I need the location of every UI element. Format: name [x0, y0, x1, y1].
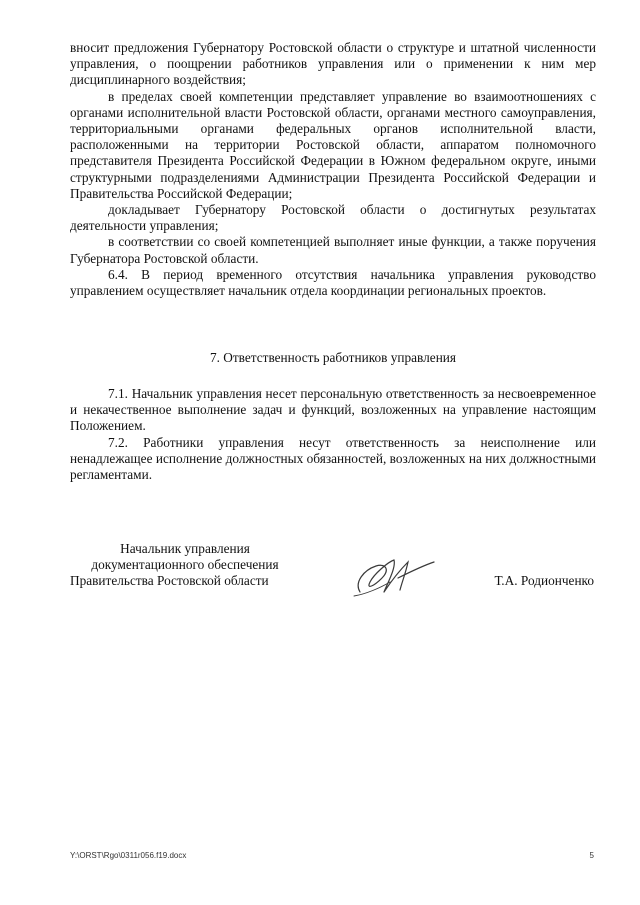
paragraph: в соответствии со своей компетенцией выполняет иные функции, а также поручения Губернатора Ростовской области.	[70, 234, 596, 266]
page-number: 5	[589, 851, 594, 860]
body-text-bottom	[70, 386, 596, 483]
paragraph: докладывает Губернатору Ростовской области о достигнутых результатах деятельности управления;	[70, 202, 596, 234]
paragraph: 6.4. В период временного отсутствия начальника управления руководство управлением осуществляет начальник отдела координации региональных проектов.	[70, 266, 596, 299]
paragraph: вносит предложения Губернатору Ростовской области о структуре и штатной численности управления, о поощрении работников управления или о применении к ним мер дисциплинарного воздействия;	[70, 40, 596, 88]
signatory-name: Т.А. Родионченко	[494, 573, 594, 588]
paragraph: 7.2. Работники управления несут ответственность за неисполнение или ненадлежащее исполнение должностных обязанностей, возложенных на них должностными регламентами.	[70, 434, 596, 483]
position-line: Начальник управления	[120, 541, 250, 556]
handwritten-signature	[330, 552, 440, 602]
position-line: Правительства Ростовской области	[70, 573, 269, 589]
footer-file-path: Y:\ORST\Rgo\0311r056.f19.docx	[70, 851, 187, 860]
paragraph: 7.1. Начальник управления несет персональную ответственность за несвоевременное и некачественное выполнение задач и функций, возложенных на управление настоящим Положением.	[70, 386, 596, 434]
signatory-position	[70, 541, 300, 590]
paragraph: в пределах своей компетенции представляет управление во взаимоотношениях с органами исполнительной власти Ростовской области, органами местного самоуправления, территориальными органами федеральных органов исполнительной власти, расположенными на территории Ростовской области, аппаратом полномочного представителя Президента Российской Федерации в Южном федеральном округе, иными структурными подразделениями Администрации Президента Российской Федерации и Правительства Российской Федерации;	[70, 88, 596, 201]
body-text-top	[70, 40, 596, 299]
position-line: документационного обеспечения	[91, 557, 279, 573]
section-heading: 7. Ответственность работников управления	[209, 350, 457, 365]
